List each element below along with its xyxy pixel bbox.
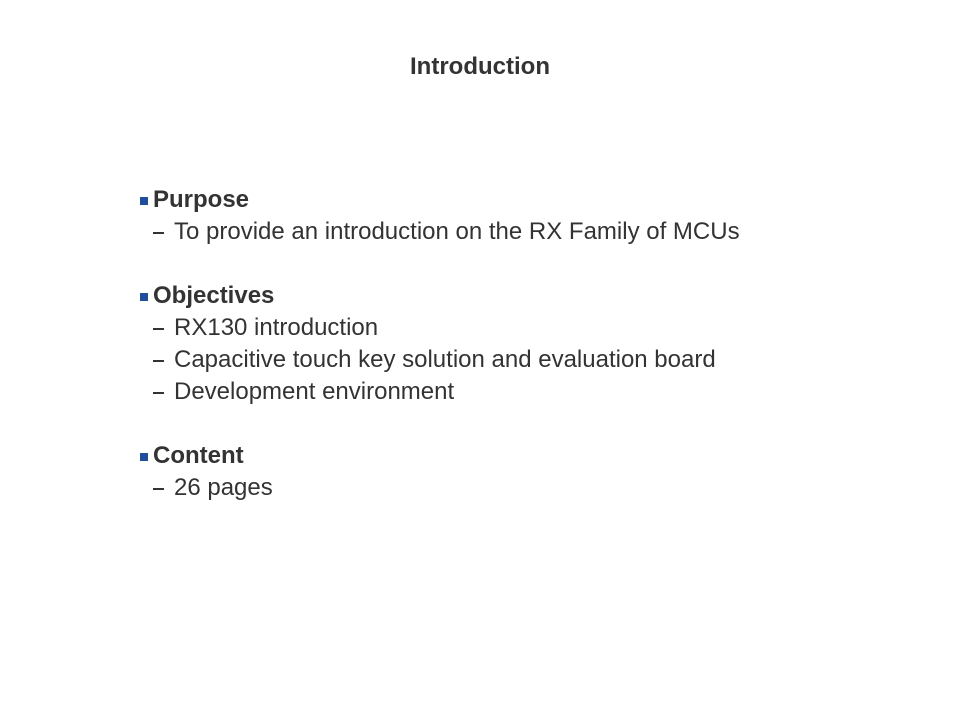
dash-bullet-icon (153, 232, 164, 234)
slide-content (140, 184, 920, 504)
section-objectives (140, 280, 920, 408)
list-item-text: To provide an introduction on the RX Family of MCUs (174, 218, 740, 245)
list-item (140, 376, 920, 408)
list-item-text: 26 pages (174, 474, 273, 501)
section-heading-row (140, 280, 920, 312)
dash-bullet-icon (153, 328, 164, 330)
list-item (140, 312, 920, 344)
section-heading: Content (153, 442, 244, 469)
list-item-text: Capacitive touch key solution and evaluation board (174, 346, 716, 373)
section-heading: Objectives (153, 282, 275, 309)
square-bullet-icon (140, 197, 148, 205)
section-purpose (140, 184, 920, 248)
list-item (140, 472, 920, 504)
list-item-text: Development environment (174, 378, 455, 405)
dash-bullet-icon (153, 360, 164, 362)
section-heading: Purpose (153, 186, 250, 213)
section-heading-row (140, 184, 920, 216)
square-bullet-icon (140, 453, 148, 461)
section-content (140, 440, 920, 504)
list-item (140, 344, 920, 376)
square-bullet-icon (140, 293, 148, 301)
dash-bullet-icon (153, 488, 164, 490)
list-item (140, 216, 920, 248)
section-heading-row (140, 440, 920, 472)
list-item-text: RX130 introduction (174, 314, 379, 341)
slide-title: Introduction (410, 53, 550, 80)
dash-bullet-icon (153, 392, 164, 394)
